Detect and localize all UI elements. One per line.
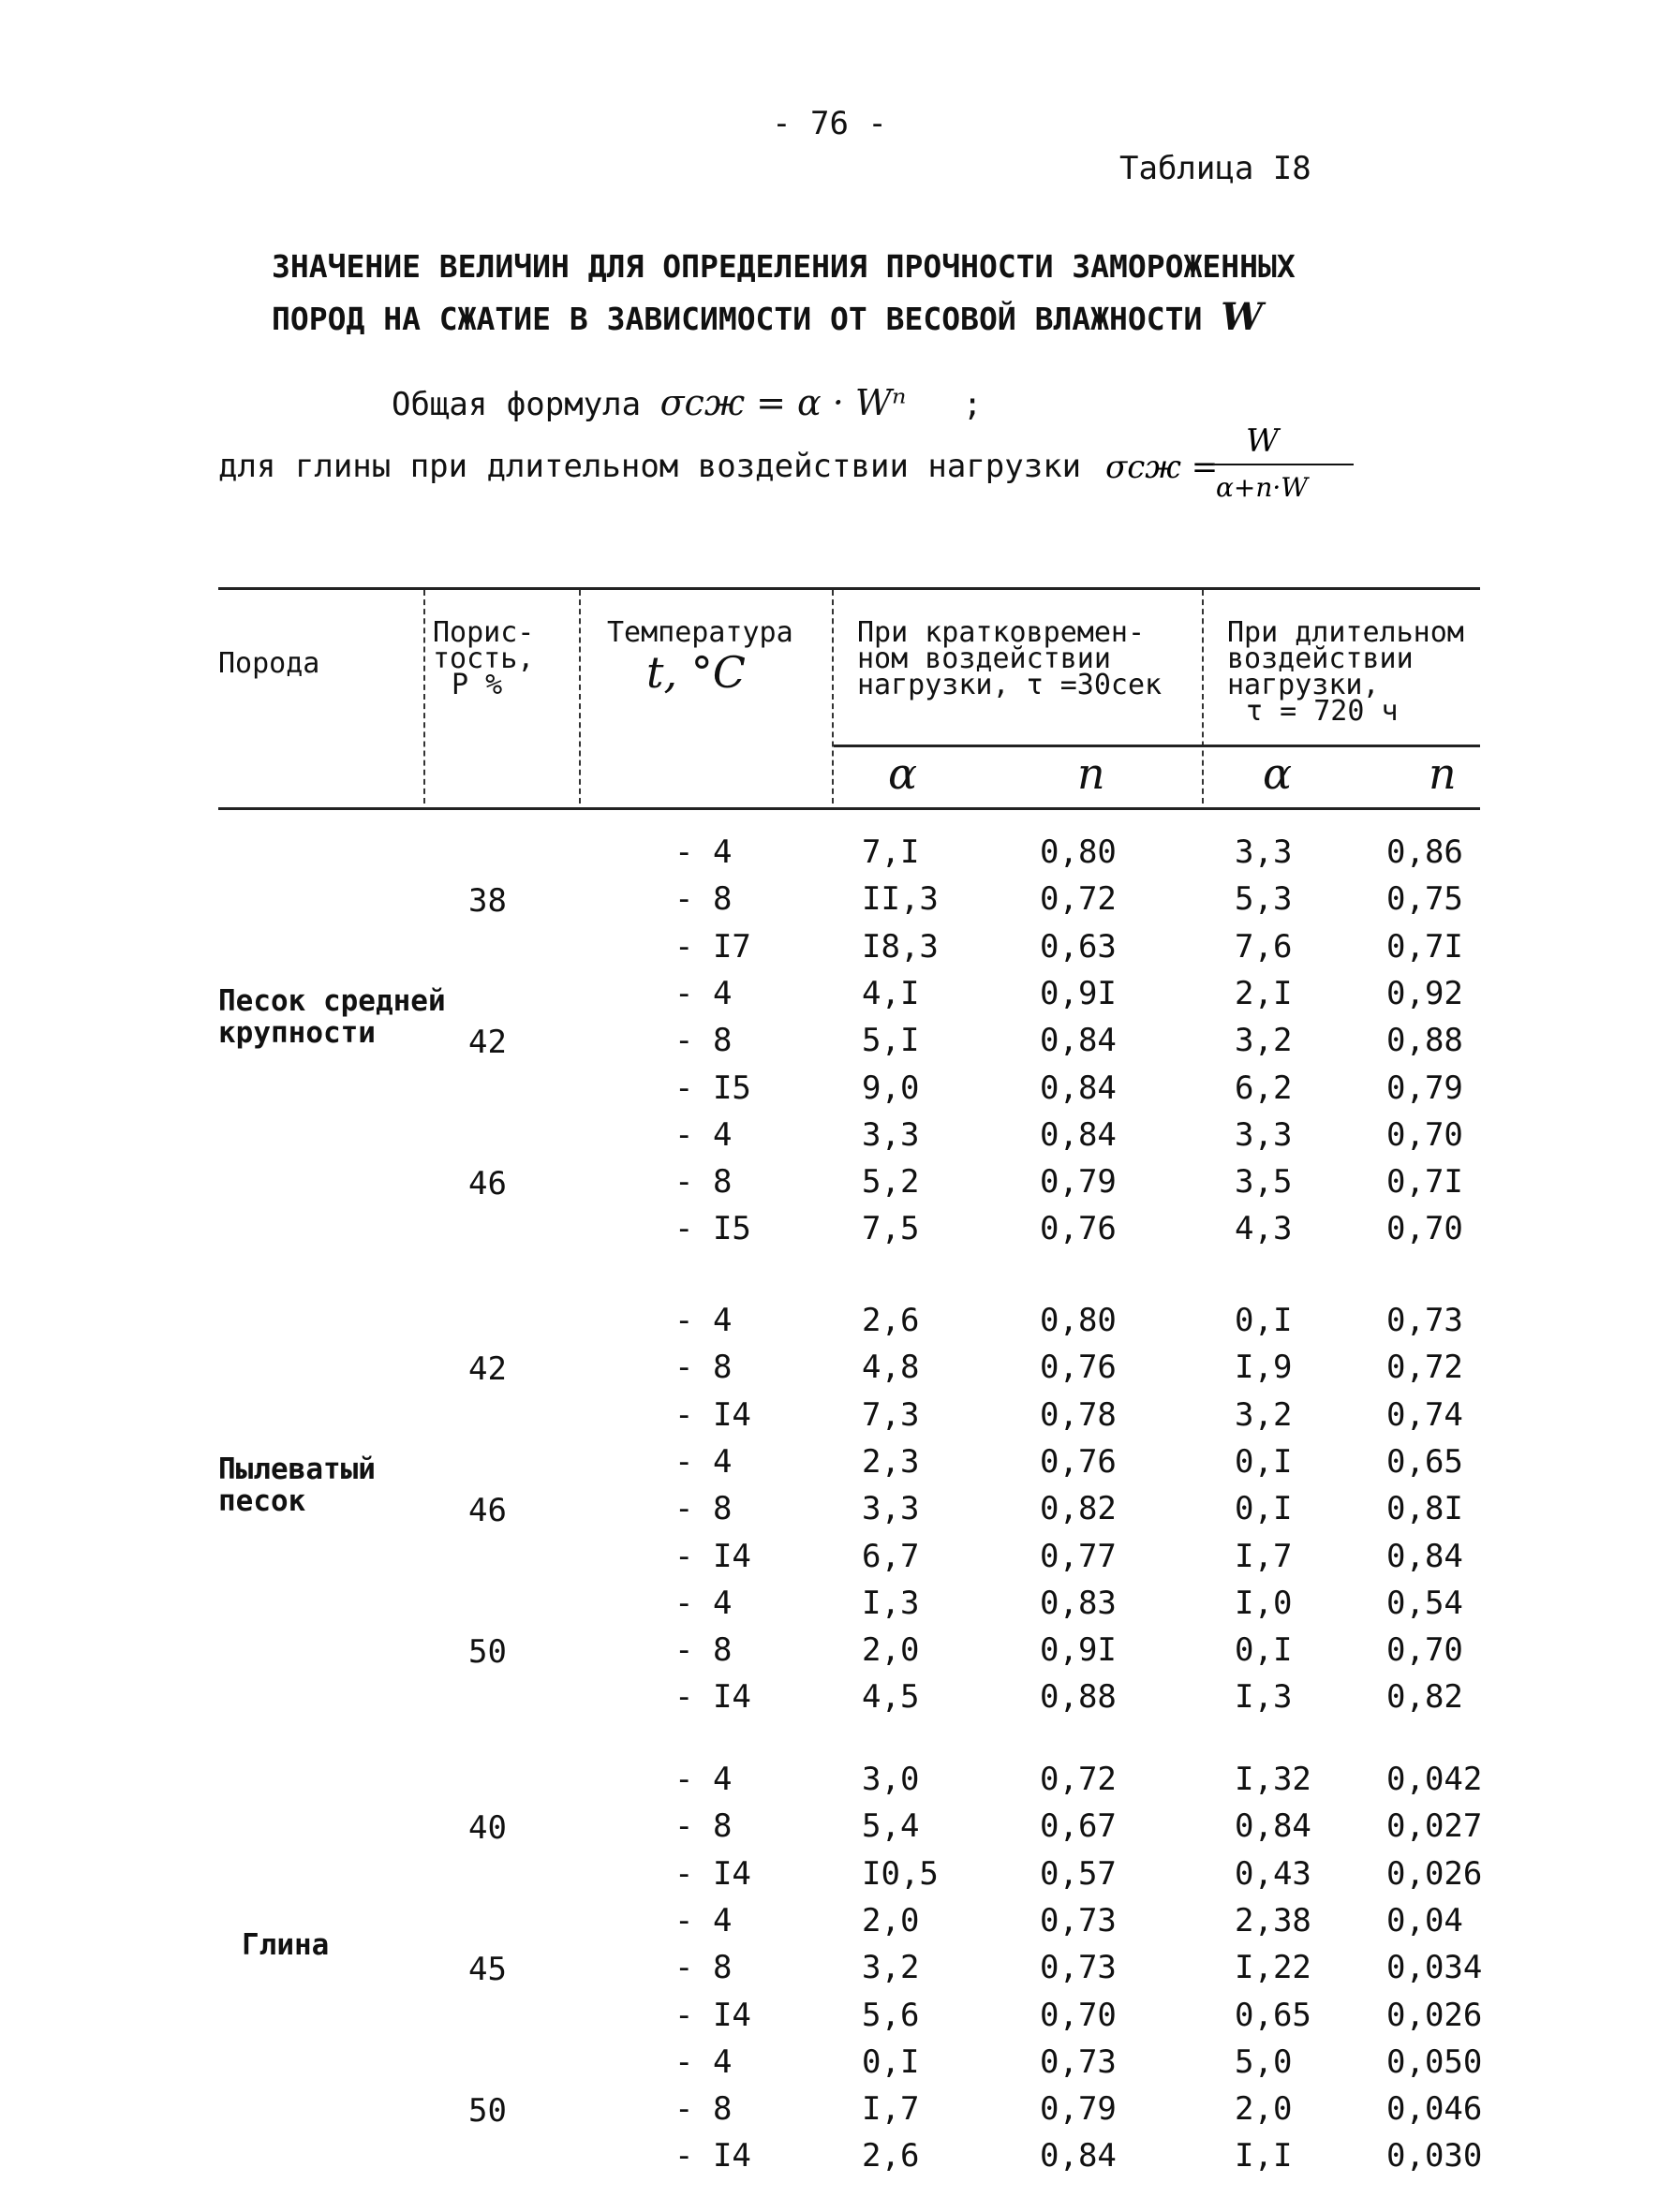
alpha-short-cell: 5,I [862,1022,920,1060]
alpha-long-cell: I,3 [1235,1678,1293,1717]
porosity-value: 46 [468,1165,507,1203]
n-short-cell: 0,79 [1040,1163,1117,1202]
alpha-long-cell: 2,I [1235,974,1293,1012]
n-long-cell: 0,70 [1386,1115,1463,1154]
n-short-cell: 0,73 [1040,1949,1117,1987]
n-short-cell: 0,70 [1040,1996,1117,2034]
alpha-short-cell: 4,I [862,974,920,1012]
header-long-line-3: нагрузки, [1227,669,1380,701]
n-long-cell: 0,70 [1386,1210,1463,1248]
alpha-long-cell: 0,I [1235,1442,1293,1481]
table-row [0,1163,1659,1210]
n-long-cell: 0,79 [1386,1069,1463,1107]
alpha-long-cell: 0,I [1235,1490,1293,1528]
n-long-cell: 0,050 [1386,2042,1483,2081]
heading-line-1: ЗНАЧЕНИЕ ВЕЛИЧИН ДЛЯ ОПРЕДЕЛЕНИЯ ПРОЧНОСТИ ЗАМОРОЖЕННЫХ [272,248,1296,285]
alpha-long-cell: 3,2 [1235,1022,1293,1060]
table-row [0,975,1659,1022]
n-short-cell: 0,9I [1040,974,1117,1012]
n-long-cell: 0,034 [1386,1949,1483,1987]
alpha-long-cell: 5,3 [1235,880,1293,919]
heading-variable: W [1221,295,1264,339]
n-long-cell: 0,84 [1386,1537,1463,1575]
n-short-cell: 0,83 [1040,1584,1117,1622]
page-number: - 76 - [772,105,887,142]
header-porosity-line-1: Порис- [433,616,535,649]
header-short-load [857,616,1163,701]
n-short-cell: 0,72 [1040,880,1117,919]
table-row [0,1761,1659,1807]
alpha-long-cell: 3,5 [1235,1163,1293,1202]
temperature-cell: - 4 [674,1115,733,1154]
n-long-cell: 0,030 [1386,2137,1483,2175]
temperature-cell: - I4 [674,1537,751,1575]
n-short-cell: 0,73 [1040,2042,1117,2081]
porosity-value: 38 [468,882,507,921]
alpha-short-cell: I8,3 [862,927,939,966]
temperature-cell: - 4 [674,1761,733,1798]
table-row [0,1210,1659,1257]
table-row [0,1349,1659,1395]
alpha-short-cell: 6,7 [862,1537,920,1575]
heading-line-2-text: ПОРОД НА СЖАТИЕ В ЗАВИСИМОСТИ ОТ ВЕСОВОЙ ВЛАЖНОСТИ [272,301,1203,337]
column-separator-1 [423,590,427,804]
header-n-long: n [1429,748,1457,799]
alpha-short-cell: 5,6 [862,1996,920,2034]
rock-name-line: песок [218,1484,306,1519]
alpha-long-cell: 6,2 [1235,1069,1293,1107]
alpha-short-cell: 7,I [862,833,920,871]
table-row [0,1997,1659,2043]
n-long-cell: 0,72 [1386,1349,1463,1387]
header-subrule [834,745,1480,747]
header-temperature-line-1: Температура [607,616,793,649]
porosity-value: 46 [468,1492,507,1530]
temperature-cell: - 4 [674,2042,733,2081]
n-short-cell: 0,84 [1040,1022,1117,1060]
table-row [0,1902,1659,1949]
table-row [0,1538,1659,1585]
clay-formula-denominator: α+n·W [1216,472,1309,503]
temperature-cell: - 4 [674,1442,733,1481]
table-row [0,1302,1659,1349]
header-temperature [607,616,793,698]
temperature-cell: - I4 [674,1996,751,2034]
n-long-cell: 0,026 [1386,1996,1483,2034]
header-n-short: n [1077,748,1105,799]
n-long-cell: 0,82 [1386,1678,1463,1717]
clay-formula [1105,423,1368,508]
clay-formula-lhs: σсж = [1105,449,1219,486]
alpha-short-cell: 3,3 [862,1115,920,1154]
n-short-cell: 0,57 [1040,1854,1117,1893]
alpha-short-cell: 3,2 [862,1949,920,1987]
column-separator-4 [1202,590,1206,804]
temperature-cell: - I4 [674,1854,751,1893]
table-heading [272,242,1296,345]
table-row [0,2090,1659,2137]
alpha-short-cell: 2,0 [862,1631,920,1670]
n-short-cell: 0,82 [1040,1490,1117,1528]
alpha-short-cell: 2,3 [862,1442,920,1481]
rock-name-line: Глина [242,1928,330,1963]
rock-name-line: Пылеватый [218,1453,376,1487]
table-row [0,1069,1659,1116]
alpha-short-cell: II,3 [862,880,939,919]
table-label: Таблица I8 [1119,150,1311,187]
table-row [0,1490,1659,1537]
table-row [0,1396,1659,1443]
n-long-cell: 0,042 [1386,1761,1483,1798]
alpha-long-cell: 2,38 [1235,1901,1311,1939]
n-short-cell: 0,9I [1040,1631,1117,1670]
n-short-cell: 0,77 [1040,1537,1117,1575]
alpha-short-cell: 0,I [862,2042,920,2081]
alpha-short-cell: 9,0 [862,1069,920,1107]
n-short-cell: 0,73 [1040,1901,1117,1939]
n-short-cell: 0,76 [1040,1349,1117,1387]
porosity-value: 50 [468,2092,507,2131]
temperature-cell: - I4 [674,1678,751,1717]
n-short-cell: 0,78 [1040,1395,1117,1434]
n-short-cell: 0,79 [1040,2090,1117,2129]
alpha-long-cell: I,7 [1235,1537,1293,1575]
temperature-cell: - I4 [674,2137,751,2175]
n-short-cell: 0,80 [1040,1302,1117,1339]
table-row [0,833,1659,880]
temperature-cell: - 4 [674,833,733,871]
alpha-long-cell: 0,I [1235,1631,1293,1670]
alpha-short-cell: 2,6 [862,2137,920,2175]
n-long-cell: 0,73 [1386,1302,1463,1339]
alpha-long-cell: I,32 [1235,1761,1311,1798]
alpha-long-cell: 2,0 [1235,2090,1293,2129]
porosity-value: 42 [468,1024,507,1062]
porosity-value: 42 [468,1350,507,1389]
header-long-line-2: воздействии [1227,642,1414,675]
n-long-cell: 0,86 [1386,833,1463,871]
temperature-cell: - 8 [674,1490,733,1528]
n-long-cell: 0,046 [1386,2090,1483,2129]
n-long-cell: 0,8I [1386,1490,1463,1528]
clay-formula-numerator: W [1246,423,1279,460]
alpha-short-cell: 2,6 [862,1302,920,1339]
porosity-value: 50 [468,1633,507,1672]
temperature-cell: - 4 [674,974,733,1012]
alpha-short-cell: 7,3 [862,1395,920,1434]
temperature-cell: - I5 [674,1069,751,1107]
table-row [0,1585,1659,1631]
header-short-line-1: При кратковремен- [857,616,1146,649]
alpha-short-cell: 2,0 [862,1901,920,1939]
temperature-cell: - I5 [674,1210,751,1248]
temperature-cell: - 4 [674,1584,733,1622]
temperature-cell: - 4 [674,1302,733,1339]
table-row [0,1116,1659,1163]
header-short-line-3: нагрузки, τ =30сек [857,669,1163,701]
alpha-short-cell: 3,3 [862,1490,920,1528]
temperature-cell: - I7 [674,927,751,966]
alpha-long-cell: I,9 [1235,1349,1293,1387]
table-row [0,1678,1659,1725]
n-short-cell: 0,67 [1040,1807,1117,1846]
alpha-long-cell: 7,6 [1235,927,1293,966]
table-row [0,1949,1659,1996]
table-row [0,928,1659,975]
alpha-short-cell: I,3 [862,1584,920,1622]
alpha-long-cell: 0,43 [1235,1854,1311,1893]
n-short-cell: 0,84 [1040,1069,1117,1107]
alpha-long-cell: 4,3 [1235,1210,1293,1248]
n-long-cell: 0,7I [1386,927,1463,966]
temperature-cell: - 8 [674,1807,733,1846]
table-row [0,1631,1659,1678]
n-short-cell: 0,80 [1040,833,1117,871]
general-formula-label: Общая формула [392,386,642,423]
header-long-load [1227,616,1464,728]
alpha-long-cell: I,0 [1235,1584,1293,1622]
header-porosity [433,616,535,701]
table-row [0,2137,1659,2184]
table-row [0,2043,1659,2090]
clay-formula-label: для глины при длительном воздействии нагрузки [218,448,1082,485]
alpha-long-cell: I,I [1235,2137,1293,2175]
temperature-cell: - 8 [674,1949,733,1987]
alpha-long-cell: 3,2 [1235,1395,1293,1434]
n-long-cell: 0,75 [1386,880,1463,919]
header-long-line-1: При длительном [1227,616,1464,649]
header-long-line-4: τ = 720 ч [1246,695,1399,728]
n-long-cell: 0,026 [1386,1854,1483,1893]
n-short-cell: 0,76 [1040,1442,1117,1481]
alpha-long-cell: 5,0 [1235,2042,1293,2081]
n-long-cell: 0,65 [1386,1442,1463,1481]
table-row [0,880,1659,927]
n-short-cell: 0,84 [1040,1115,1117,1154]
temperature-cell: - 8 [674,1349,733,1387]
rock-name-line: крупности [218,1016,376,1051]
alpha-short-cell: 4,8 [862,1349,920,1387]
n-long-cell: 0,7I [1386,1163,1463,1202]
alpha-short-cell: 4,5 [862,1678,920,1717]
header-alpha-short: α [888,748,918,799]
n-long-cell: 0,88 [1386,1022,1463,1060]
n-long-cell: 0,54 [1386,1584,1463,1622]
n-short-cell: 0,76 [1040,1210,1117,1248]
column-separator-2 [579,590,583,804]
header-alpha-long: α [1263,748,1293,799]
n-long-cell: 0,04 [1386,1901,1463,1939]
temperature-cell: - 8 [674,2090,733,2129]
n-short-cell: 0,63 [1040,927,1117,966]
alpha-short-cell: I0,5 [862,1854,939,1893]
table-row [0,1022,1659,1069]
n-long-cell: 0,92 [1386,974,1463,1012]
temperature-cell: - 8 [674,880,733,919]
general-formula-expression: σсж = α · Wⁿ [659,382,907,423]
n-long-cell: 0,70 [1386,1631,1463,1670]
table-top-rule [218,587,1480,590]
n-long-cell: 0,027 [1386,1807,1483,1846]
column-separator-3 [832,590,836,804]
alpha-short-cell: I,7 [862,2090,920,2129]
alpha-long-cell: 0,65 [1235,1996,1311,2034]
header-porosity-line-3: P % [452,669,503,701]
alpha-short-cell: 7,5 [862,1210,920,1248]
temperature-cell: - 8 [674,1163,733,1202]
table-row [0,1855,1659,1902]
header-porosity-line-2: тость, [433,642,535,675]
temperature-cell: - 4 [674,1901,733,1939]
header-temperature-symbol: t, °C [646,647,746,698]
alpha-long-cell: 3,3 [1235,1115,1293,1154]
header-rock: Порода [218,647,320,680]
alpha-short-cell: 3,0 [862,1761,920,1798]
heading-line-2 [272,292,1296,345]
n-short-cell: 0,72 [1040,1761,1117,1798]
header-short-line-2: ном воздействии [857,642,1111,675]
porosity-value: 45 [468,1951,507,1989]
general-formula-suffix: ; [962,386,983,423]
header-bottom-rule [218,807,1480,810]
alpha-long-cell: 3,3 [1235,833,1293,871]
table-row [0,1807,1659,1854]
general-formula [392,382,982,423]
temperature-cell: - 8 [674,1022,733,1060]
alpha-long-cell: I,22 [1235,1949,1311,1987]
temperature-cell: - I4 [674,1395,751,1434]
alpha-short-cell: 5,4 [862,1807,920,1846]
porosity-value: 40 [468,1809,507,1848]
temperature-cell: - 8 [674,1631,733,1670]
alpha-long-cell: 0,84 [1235,1807,1311,1846]
rock-name-line: Песок средней [218,984,446,1019]
table-row [0,1443,1659,1490]
n-short-cell: 0,88 [1040,1678,1117,1717]
n-short-cell: 0,84 [1040,2137,1117,2175]
alpha-short-cell: 5,2 [862,1163,920,1202]
n-long-cell: 0,74 [1386,1395,1463,1434]
alpha-long-cell: 0,I [1235,1302,1293,1339]
